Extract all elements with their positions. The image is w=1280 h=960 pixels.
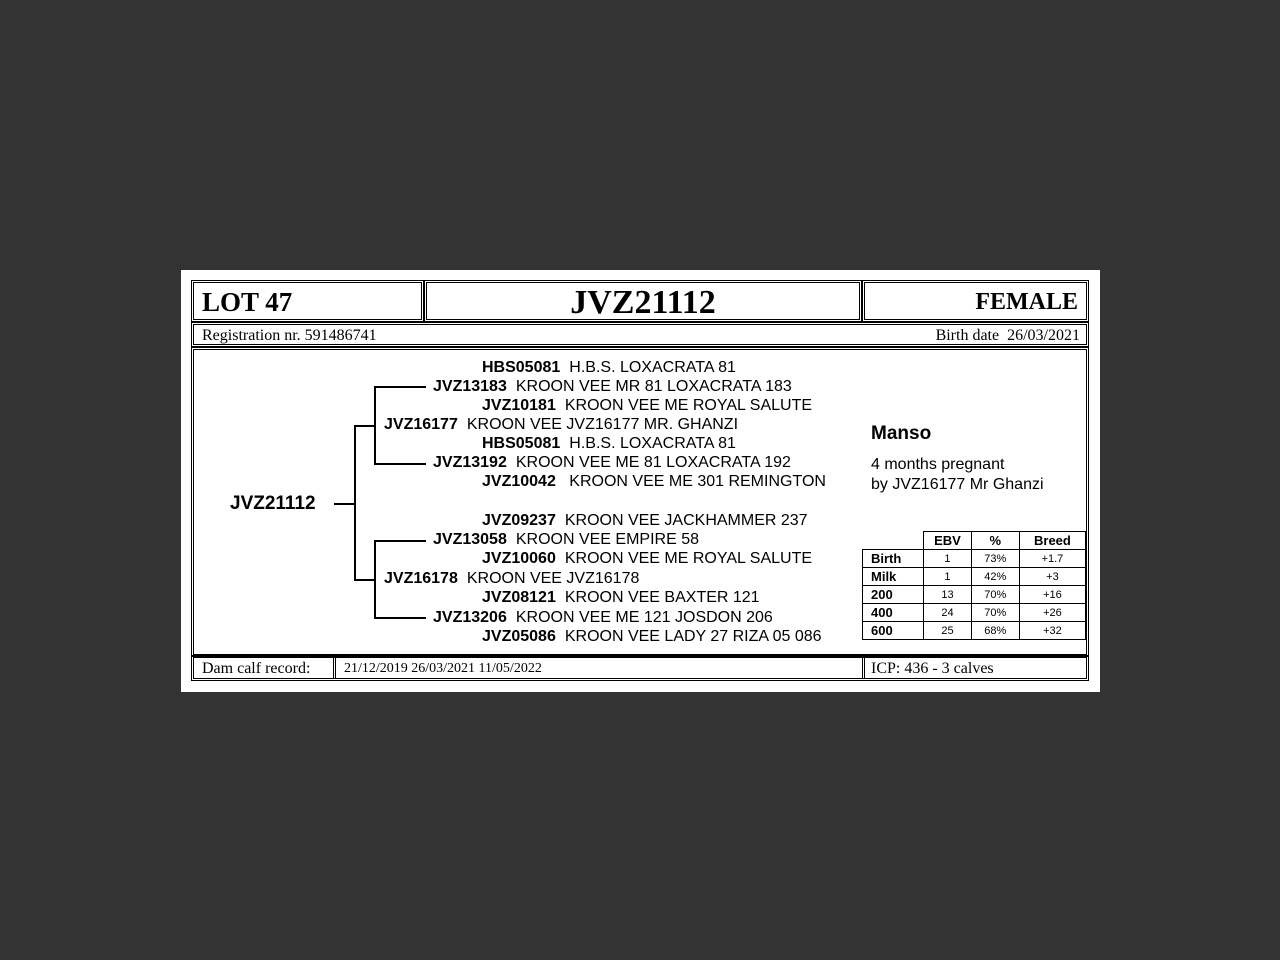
ebv-cell: 13 bbox=[924, 586, 971, 604]
ebv-cell: 25 bbox=[924, 622, 971, 640]
trait-cell: Birth bbox=[863, 550, 924, 568]
table-row bbox=[863, 550, 1086, 568]
pedigree-entry bbox=[482, 512, 808, 530]
footer-divider bbox=[333, 657, 336, 679]
ebv-col-header: EBV bbox=[924, 532, 971, 550]
pedigree-subject: JVZ21112 bbox=[230, 493, 316, 514]
pedigree-name: KROON VEE BAXTER 121 bbox=[564, 589, 760, 606]
pedigree-code: JVZ13206 bbox=[433, 609, 507, 626]
pedigree-code: JVZ10181 bbox=[482, 397, 556, 414]
pedigree-code: JVZ13192 bbox=[433, 454, 507, 471]
breed-cell: +16 bbox=[1019, 586, 1085, 604]
breed-cell: +26 bbox=[1019, 604, 1085, 622]
pedigree-entry bbox=[482, 628, 822, 646]
pedigree-code: HBS05081 bbox=[482, 435, 561, 452]
trait-cell: 600 bbox=[863, 622, 924, 640]
pct-cell: 70% bbox=[971, 586, 1019, 604]
pedigree-name: KROON VEE MR 81 LOXACRATA 183 bbox=[515, 378, 792, 395]
breeder-name: Manso bbox=[871, 423, 932, 444]
dam-calf-label: Dam calf record: bbox=[202, 660, 311, 677]
pedigree-name: KROON VEE ME 121 JOSDON 206 bbox=[515, 609, 773, 626]
sire-connector bbox=[354, 425, 376, 427]
lot-number: LOT 47 bbox=[202, 287, 293, 317]
pedigree-name: KROON VEE LADY 27 RIZA 05 086 bbox=[564, 628, 822, 645]
birth-date: 26/03/2021 bbox=[1007, 327, 1080, 344]
sire-dam-connector bbox=[374, 463, 426, 465]
dam-dam-connector bbox=[374, 617, 426, 619]
pedigree-code: JVZ13058 bbox=[433, 531, 507, 548]
pedigree-code: JVZ09237 bbox=[482, 512, 556, 529]
registration-row bbox=[191, 322, 1089, 347]
pedigree-entry bbox=[482, 550, 812, 568]
pedigree-entry bbox=[482, 359, 736, 377]
pedigree-name: H.B.S. LOXACRATA 81 bbox=[569, 359, 736, 376]
pedigree-code: JVZ13183 bbox=[433, 378, 507, 395]
pedigree-name: KROON VEE JVZ16178 bbox=[466, 570, 640, 587]
registration-label: Registration nr. bbox=[202, 327, 301, 344]
pct-cell: 70% bbox=[971, 604, 1019, 622]
ebv-table bbox=[862, 531, 1086, 640]
pedigree-code: JVZ16178 bbox=[384, 570, 458, 587]
ebv-corner-cell bbox=[863, 532, 924, 550]
pct-col-header: % bbox=[971, 532, 1019, 550]
dam-sire-connector bbox=[374, 540, 426, 542]
breed-col-header: Breed bbox=[1019, 532, 1085, 550]
dam-calf-record-row bbox=[191, 655, 1089, 681]
pedigree-name: H.B.S. LOXACRATA 81 bbox=[569, 435, 736, 452]
pedigree-entry bbox=[433, 378, 792, 396]
pedigree-name: KROON VEE ME ROYAL SALUTE bbox=[564, 397, 813, 414]
table-row bbox=[863, 622, 1086, 640]
sex-label: FEMALE bbox=[975, 289, 1078, 315]
pedigree-code: JVZ08121 bbox=[482, 589, 556, 606]
ebv-cell: 1 bbox=[924, 568, 971, 586]
icp-summary: ICP: 436 - 3 calves bbox=[871, 660, 994, 677]
pedigree-entry bbox=[384, 416, 738, 434]
pedigree-entry bbox=[433, 609, 773, 627]
pedigree-name: KROON VEE ME 301 REMINGTON bbox=[564, 473, 826, 490]
breed-cell: +32 bbox=[1019, 622, 1085, 640]
animal-id-box bbox=[424, 280, 862, 322]
table-row bbox=[863, 586, 1086, 604]
pedigree-section bbox=[191, 347, 1089, 657]
table-row bbox=[863, 568, 1086, 586]
ebv-cell: 24 bbox=[924, 604, 971, 622]
sire-sire-connector bbox=[374, 386, 426, 388]
dam-calf-dates: 21/12/2019 26/03/2021 11/05/2022 bbox=[344, 661, 542, 676]
registration-info bbox=[202, 327, 377, 345]
lot-card bbox=[181, 270, 1100, 692]
pedigree-code: JVZ10060 bbox=[482, 550, 556, 567]
pregnancy-sire-note: by JVZ16177 Mr Ghanzi bbox=[871, 476, 1044, 493]
pregnancy-note: 4 months pregnant bbox=[871, 456, 1005, 473]
pedigree-code: JVZ16177 bbox=[384, 416, 458, 433]
ebv-cell: 1 bbox=[924, 550, 971, 568]
breed-cell: +1.7 bbox=[1019, 550, 1085, 568]
pct-cell: 73% bbox=[971, 550, 1019, 568]
trait-cell: Milk bbox=[863, 568, 924, 586]
pedigree-name: KROON VEE ME 81 LOXACRATA 192 bbox=[515, 454, 791, 471]
registration-number: 591486741 bbox=[304, 327, 377, 344]
dam-parents-vertical bbox=[374, 540, 376, 619]
pedigree-name: KROON VEE ME ROYAL SALUTE bbox=[564, 550, 813, 567]
breed-cell: +3 bbox=[1019, 568, 1085, 586]
trait-cell: 400 bbox=[863, 604, 924, 622]
sire-dam-vertical bbox=[354, 425, 356, 580]
pedigree-entry bbox=[482, 397, 812, 415]
pedigree-name: KROON VEE JVZ16177 MR. GHANZI bbox=[466, 416, 739, 433]
pedigree-entry bbox=[482, 473, 826, 491]
birth-info bbox=[936, 327, 1080, 345]
footer-divider bbox=[862, 657, 865, 679]
pedigree-code: JVZ05086 bbox=[482, 628, 556, 645]
animal-id: JVZ21112 bbox=[570, 284, 716, 321]
pedigree-name: KROON VEE JACKHAMMER 237 bbox=[564, 512, 808, 529]
sex-box bbox=[862, 280, 1089, 322]
trait-cell: 200 bbox=[863, 586, 924, 604]
lot-box bbox=[191, 280, 424, 322]
pedigree-entry bbox=[482, 435, 736, 453]
birth-date-label: Birth date bbox=[935, 327, 1000, 344]
pedigree-entry bbox=[433, 531, 699, 549]
pedigree-entry bbox=[384, 570, 639, 588]
pedigree-entry bbox=[482, 589, 760, 607]
ebv-header-row bbox=[863, 532, 1086, 550]
sire-parents-vertical bbox=[374, 386, 376, 465]
subject-connector bbox=[334, 503, 356, 505]
pct-cell: 42% bbox=[971, 568, 1019, 586]
pedigree-code: JVZ10042 bbox=[482, 473, 556, 490]
pct-cell: 68% bbox=[971, 622, 1019, 640]
pedigree-entry bbox=[433, 454, 791, 472]
dam-connector bbox=[354, 579, 376, 581]
pedigree-code: HBS05081 bbox=[482, 359, 561, 376]
table-row bbox=[863, 604, 1086, 622]
pedigree-name: KROON VEE EMPIRE 58 bbox=[515, 531, 700, 548]
